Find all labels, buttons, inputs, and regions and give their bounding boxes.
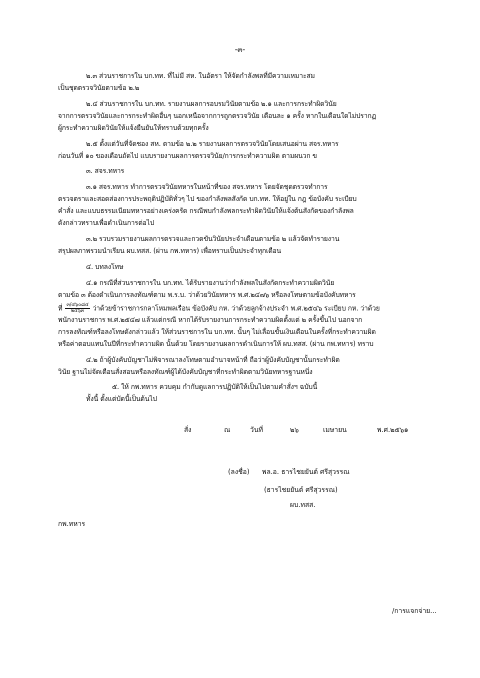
distribution-continuation: /การแจกจ่าย... (392, 607, 437, 615)
para-2-3-line-1: ๒.๓ ส่วนราชการใน บก.ทท. ที่ไม่มี สห. ในอัตรา ให้จัดกำลังพลที่มีความเหมาะสม (86, 72, 315, 80)
order-sang: สั่ง (184, 426, 192, 434)
para-3-2-line-2: สรุปผลภาพรวมนำเรียน ผบ.ทสส. (ผ่าน กพ.ทหาร) เพื่อทราบเป็นประจำทุกเดือน (58, 247, 282, 255)
para-4-1-line-3-text: ว่าด้วยข้าราชการกลาโหมพลเรือน ข้อบังคับ กห. ว่าด้วยลูกจ้างประจำ พ.ศ.๒๕๔๖ ระเบียบ กห. ว่าด้วย (92, 304, 380, 313)
para-3-1-line-2: ตรวจตราและสอดส่องการประพฤติปฏิบัติทั่วๆ ไป ของกำลังพลสังกัด บก.ทท. ให้อยู่ใน กฎ ข้อบังคับ ระเบียบ (58, 195, 357, 203)
para-2-3-line-2: เป็นชุดตรวจวินัยตามข้อ ๒.๒ (58, 84, 140, 92)
signatory-position: ผบ.ทสส. (290, 501, 316, 509)
order-na: ณ (224, 426, 231, 434)
order-wanthi: วันที่ (250, 426, 263, 434)
order-month: เมษายน (323, 426, 347, 434)
signatory-name-parenthesized: (ธารไชยยันต์ ศรีสุวรรณ) (264, 486, 338, 494)
para-2-5-line-2: ก่อนวันที่ ๑๐ ของเดือนถัดไป แบบรายงานผลการตรวจวินัย/การกระทำความผิด ตามผนวก ข (58, 152, 317, 160)
para-3-1-line-4: ดังกล่าวทราบเพื่อดำเนินการต่อไป (58, 219, 155, 227)
para-4-2-line-1: ๔.๒ ถ้าผู้บังคับบัญชาไม่พิจารณาลงโทษตามอำนาจหน้าที่ ถือว่าผู้บังคับบัญชานั้นกระทำผิด (86, 356, 340, 364)
page-number: -๓- (234, 45, 246, 54)
para-2-4-line-3: ผู้กระทำความผิดวินัยให้แจ้งยืนยันให้ทราบด้วยทุกครั้ง (58, 124, 209, 132)
para-4-2-line-2: วินัย ฐานไม่จัดเตือนสั่งสอนหรือลงทัณฑ์ผู้ได้บังคับบัญชาที่กระทำผิดตามวินัยทหารฐานหนึ่ง (58, 368, 313, 376)
fraction-numerator: ๓/๔๖๐๘๔ (66, 302, 89, 308)
order-day: ๒๖ (290, 426, 299, 434)
para-3-1-line-1: ๓.๑ สจร.ทหาร ทำการตรวจวินัยทหารในหน้าที่ของ สจร.ทหาร โดยจัดชุดตรวจทำการ (86, 183, 328, 191)
signature-signed-label: (ลงชื่อ) (228, 468, 250, 476)
order-year: พ.ศ.๒๕๖๑ (377, 426, 409, 434)
para-3-2-line-1: ๓.๒ รวบรวมรายงานผลการตรวจและกวดขันวินัยประจำเดือนตามข้อ ๒ แล้วจัดทำรายงาน (86, 235, 340, 243)
para-4-1-line-5: การลงทัณฑ์หรือลงโทษดังกล่าวแล้ว ให้ส่วนราชการใน บก.ทท. นั้นๆ ไม่เลื่อนขั้นเงินเดือนในครั้งที่กระทำความผิด (58, 328, 376, 336)
section-3-title: ๓. สจร.ทหาร (86, 167, 125, 175)
para-2-4-line-2: จากการตรวจวินัยและการกระทำผิดอื่นๆ นอกเหนือจากการถูกตรวจวินัย เดือนละ ๑ ครั้ง หากในเดือนใดไม่ปรากฏ (58, 112, 377, 120)
regulation-number-fraction (65, 303, 89, 314)
footer-organization: กพ.ทหาร (58, 520, 86, 528)
para-4-1-line-3-prefix: ที่ (58, 304, 63, 313)
para-4-1-line-4: พนักงานราชการ พ.ศ.๒๕๔๗ แล้วแต่กรณี หากได้รับรายงานการกระทำความผิดตั้งแต่ ๒ ครั้งขึ้นไป นอกจาก (58, 316, 363, 324)
fraction-denominator: ๒๔๖๓ (70, 308, 85, 314)
signatory-name: พล.อ. ธารไชยยันต์ ศรีสุวรรณ (262, 468, 350, 476)
para-4-1-line-2: ตามข้อ ๓ ต้องดำเนินการลงทัณฑ์ตาม พ.ร.บ. ว่าด้วยวินัยทหาร พ.ศ.๒๔๗๖ หรือลงโทษตามข้อบังคับทหาร (58, 291, 356, 299)
para-2-5-line-1: ๒.๕ ตั้งแต่วันที่จัดชอง สห. ตามข้อ ๒.๒ รายงานผลการตรวจวินัยโดยเสนอผ่าน สจร.ทหาร (86, 140, 339, 148)
para-4-1-line-6: หรือค่าตอบแทนในปีที่กระทำความผิด นั้นด้วย โดยรายงานผลการดำเนินการให้ ผบ.ทสส. (ผ่าน กพ.ทหาร) ทราบ (58, 340, 374, 348)
para-3-1-line-3: คำสั่ง และแบบธรรมเนียมทหารอย่างเคร่งครัด กรณีพบกำลังพลกระทำผิดวินัยให้แจ้งต้นสังกัดของกำลังพล (58, 207, 354, 215)
para-4-1-line-1: ๔.๑ กรณีที่ส่วนราชการใน บก.ทท. ได้รับรายงานว่ากำลังพลในสังกัดกระทำความผิดวินัย (86, 279, 335, 287)
para-5-line-2: ทั้งนี้ ตั้งแต่บัดนี้เป็นต้นไป (86, 395, 157, 403)
para-4-1-line-3 (58, 303, 380, 314)
section-4-title: ๔. บทลงโทษ (86, 263, 124, 271)
para-5-line-1: ๕. ให้ กพ.ทหาร ควบคุม กำกับดูแลการปฏิบัติให้เป็นไปตามคำสั่งฯ ฉบับนี้ (112, 383, 318, 391)
para-2-4-line-1: ๒.๔ ส่วนราชการใน บก.ทท. รายงานผลการอบรมวินัยตามข้อ ๒.๑ และการกระทำผิดวินัย (86, 100, 337, 108)
